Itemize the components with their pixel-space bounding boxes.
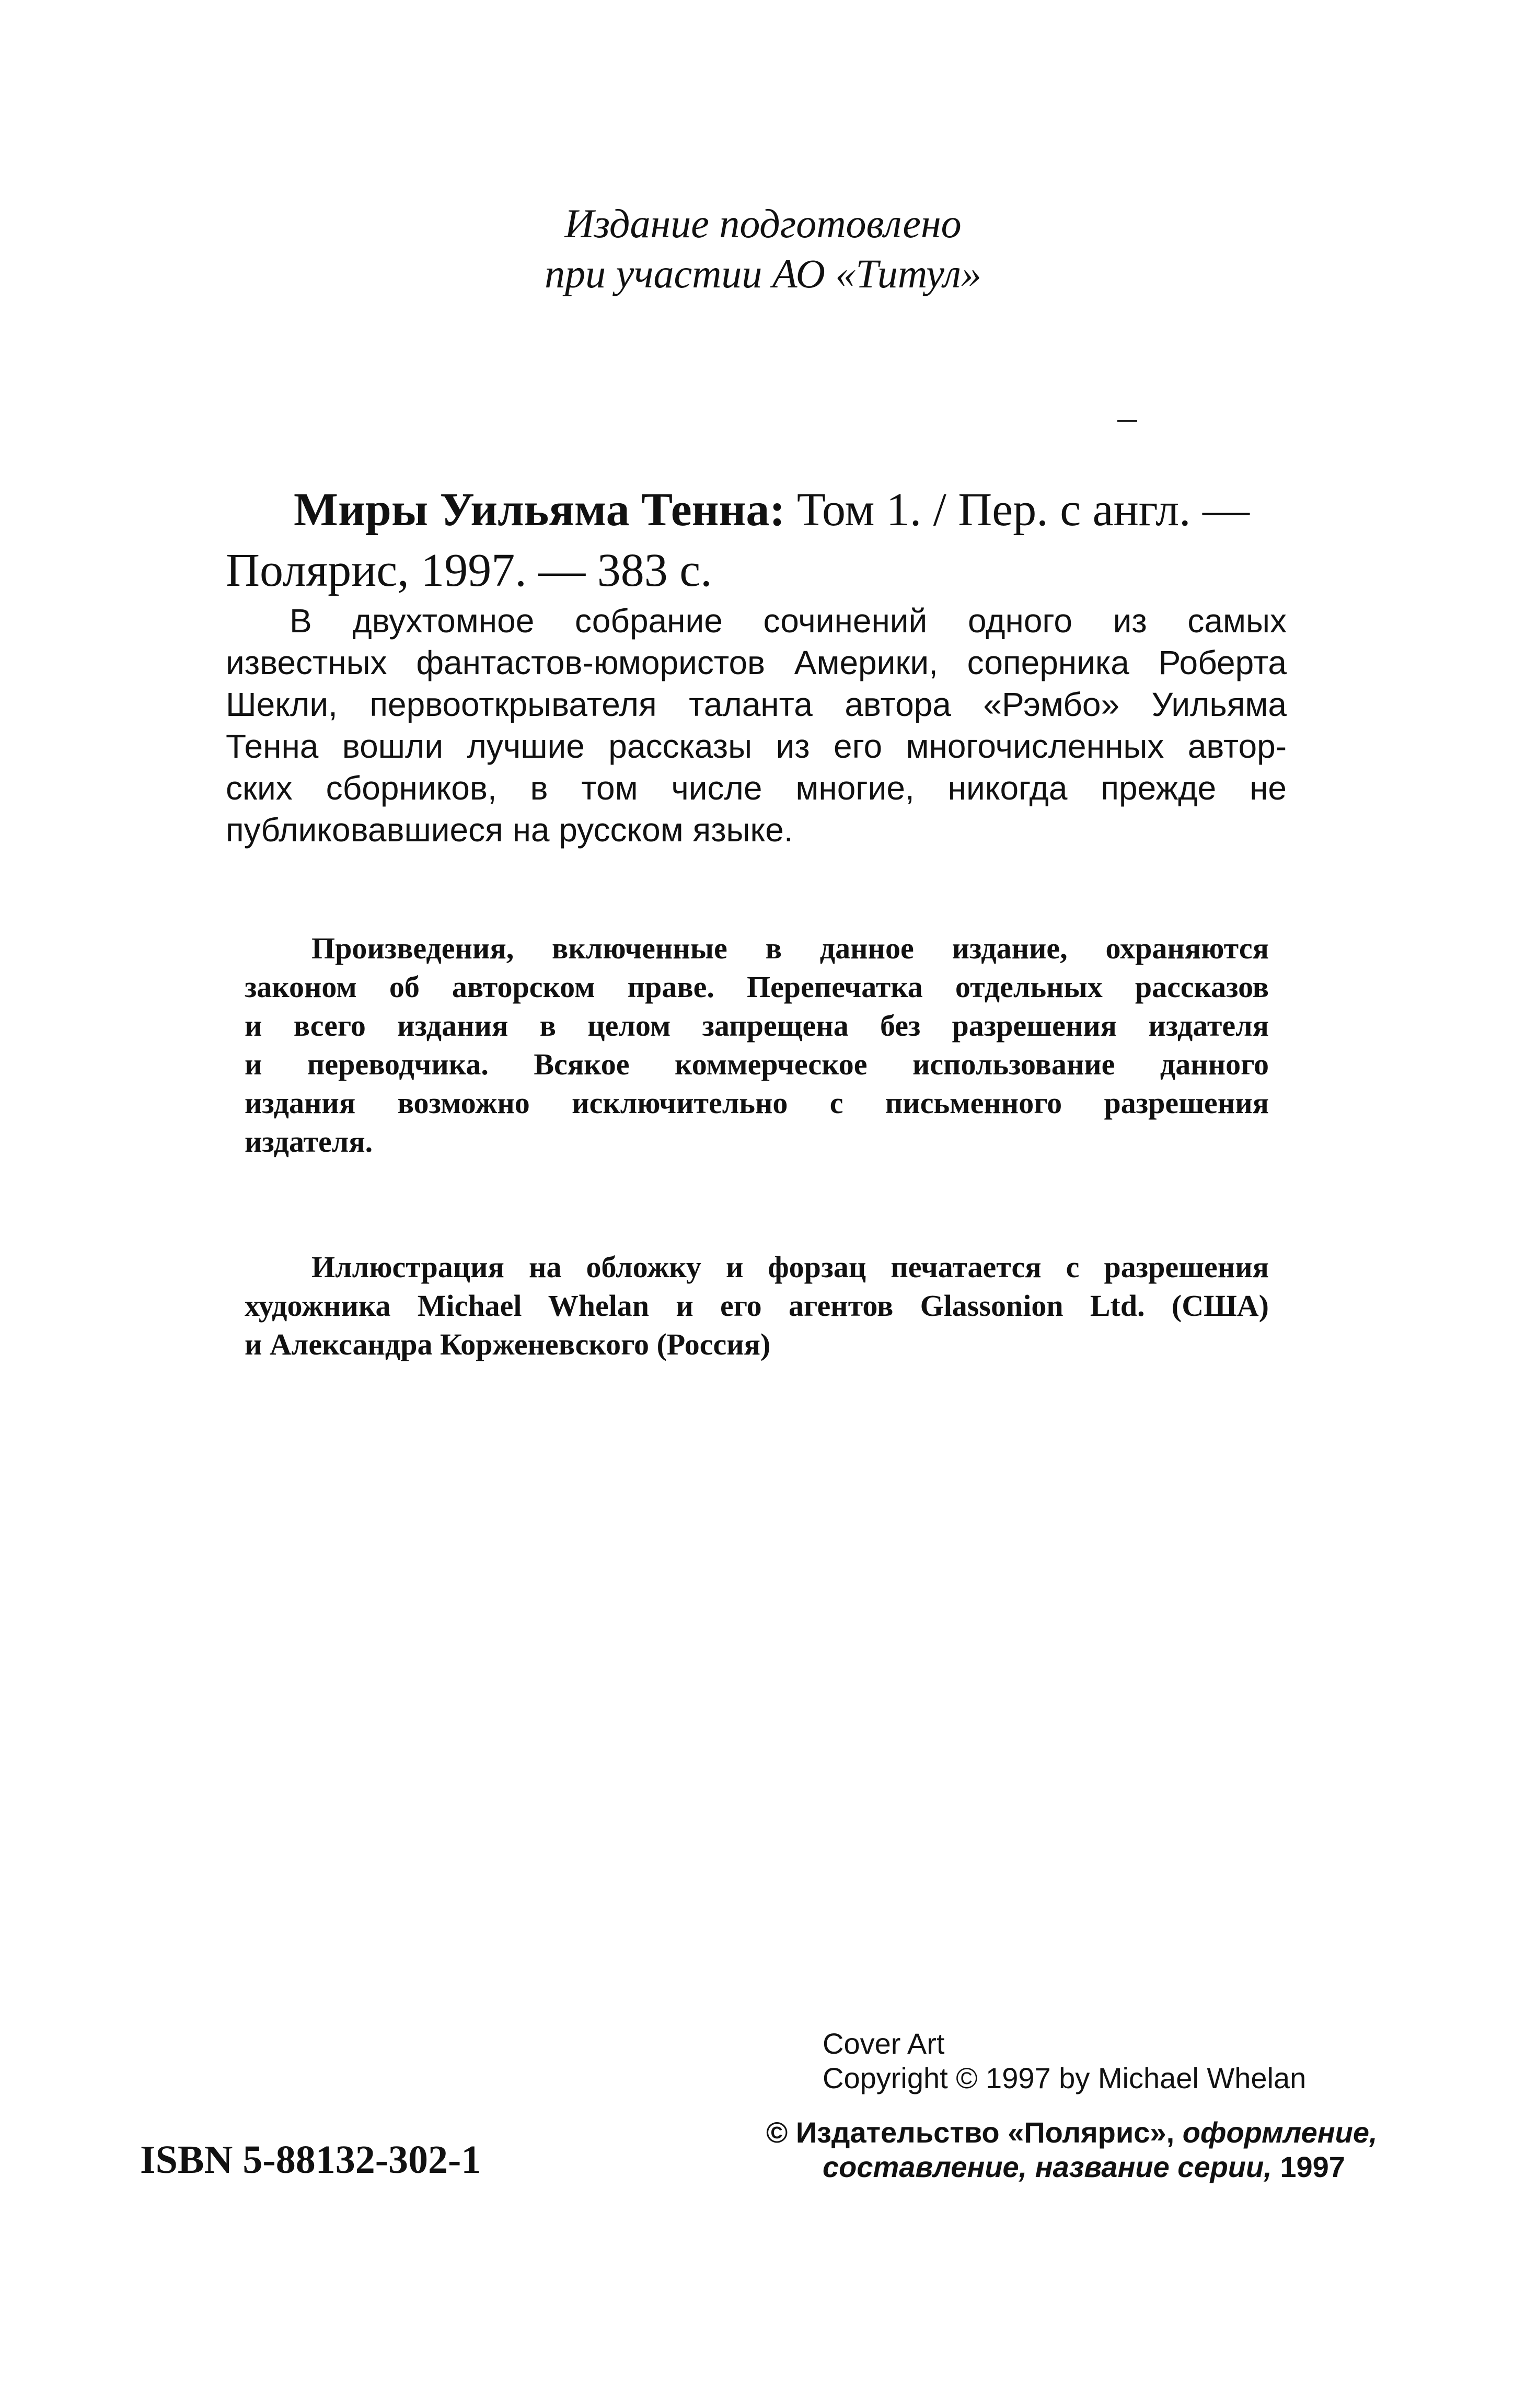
prepared-line-2: при участии АО «Титул» bbox=[545, 251, 981, 296]
publisher-rights-1: оформление, bbox=[1182, 2116, 1378, 2149]
publisher-rights-2: составление, название серии, bbox=[823, 2150, 1272, 2183]
rights-line: и всего издания в целом запрещена без разрешения издателя bbox=[245, 1009, 1269, 1043]
cover-art-credit bbox=[823, 2027, 1450, 2096]
annotation-line: Шекли, первооткрывателя таланта автора «Рэмбо» Уильяма bbox=[226, 686, 1287, 723]
imprint-line: Полярис, 1997. — 383 с. bbox=[226, 545, 712, 596]
publisher-copyright bbox=[766, 2115, 1446, 2184]
annotation-line: публиковавшиеся на русском языке. bbox=[226, 811, 793, 849]
publisher-name: © Издательство «Полярис», bbox=[766, 2116, 1183, 2149]
illustration-line: Иллюстрация на обложку и форзац печатается с разрешения bbox=[311, 1250, 1269, 1284]
rights-line: издания возможно исключительно с письменного разрешения bbox=[245, 1086, 1269, 1120]
rights-line: и переводчика. Всякое коммерческое использование данного bbox=[245, 1047, 1269, 1081]
publisher-line-1 bbox=[766, 2115, 1446, 2150]
annotation-line: известных фантастов-юмористов Америки, соперника Роберта bbox=[226, 644, 1287, 681]
illustration-line: и Александра Корженевского (Россия) bbox=[245, 1327, 771, 1361]
bibliographic-record bbox=[226, 480, 1287, 601]
cover-art-copyright: Copyright © 1997 by Michael Whelan bbox=[823, 2062, 1307, 2094]
annotation-line: Тенна вошли лучшие рассказы из его многочисленных автор- bbox=[226, 727, 1287, 765]
prepared-credit bbox=[0, 199, 1526, 299]
publisher-line-2 bbox=[766, 2150, 1446, 2184]
isbn: ISBN 5-88132-302-1 bbox=[140, 2138, 481, 2182]
illustration-line: художника Michael Whelan и его агентов Glassonion Ltd. (США) bbox=[245, 1289, 1269, 1323]
book-title: Миры Уильяма Тенна: bbox=[294, 484, 785, 536]
annotation-line: ских сборников, в том числе многие, никогда прежде не bbox=[226, 769, 1287, 807]
prepared-line-1: Издание подготовлено bbox=[564, 201, 962, 246]
rights-notice bbox=[245, 929, 1269, 1161]
annotation-paragraph bbox=[226, 600, 1287, 851]
cover-art-label: Cover Art bbox=[823, 2027, 945, 2060]
bibliographic-title-line bbox=[226, 480, 1287, 540]
rights-line: Произведения, включенные в данное издание, охраняются bbox=[311, 931, 1269, 965]
volume-info: Том 1. / Пер. с англ. — bbox=[785, 484, 1250, 536]
stray-dash-mark bbox=[1117, 420, 1137, 422]
illustration-note bbox=[245, 1248, 1269, 1364]
rights-line: законом об авторском праве. Перепечатка отдельных рассказов bbox=[245, 970, 1269, 1004]
annotation-line: В двухтомное собрание сочинений одного из самых bbox=[290, 602, 1287, 640]
rights-line: издателя. bbox=[245, 1125, 373, 1159]
publisher-year: 1997 bbox=[1271, 2150, 1345, 2183]
